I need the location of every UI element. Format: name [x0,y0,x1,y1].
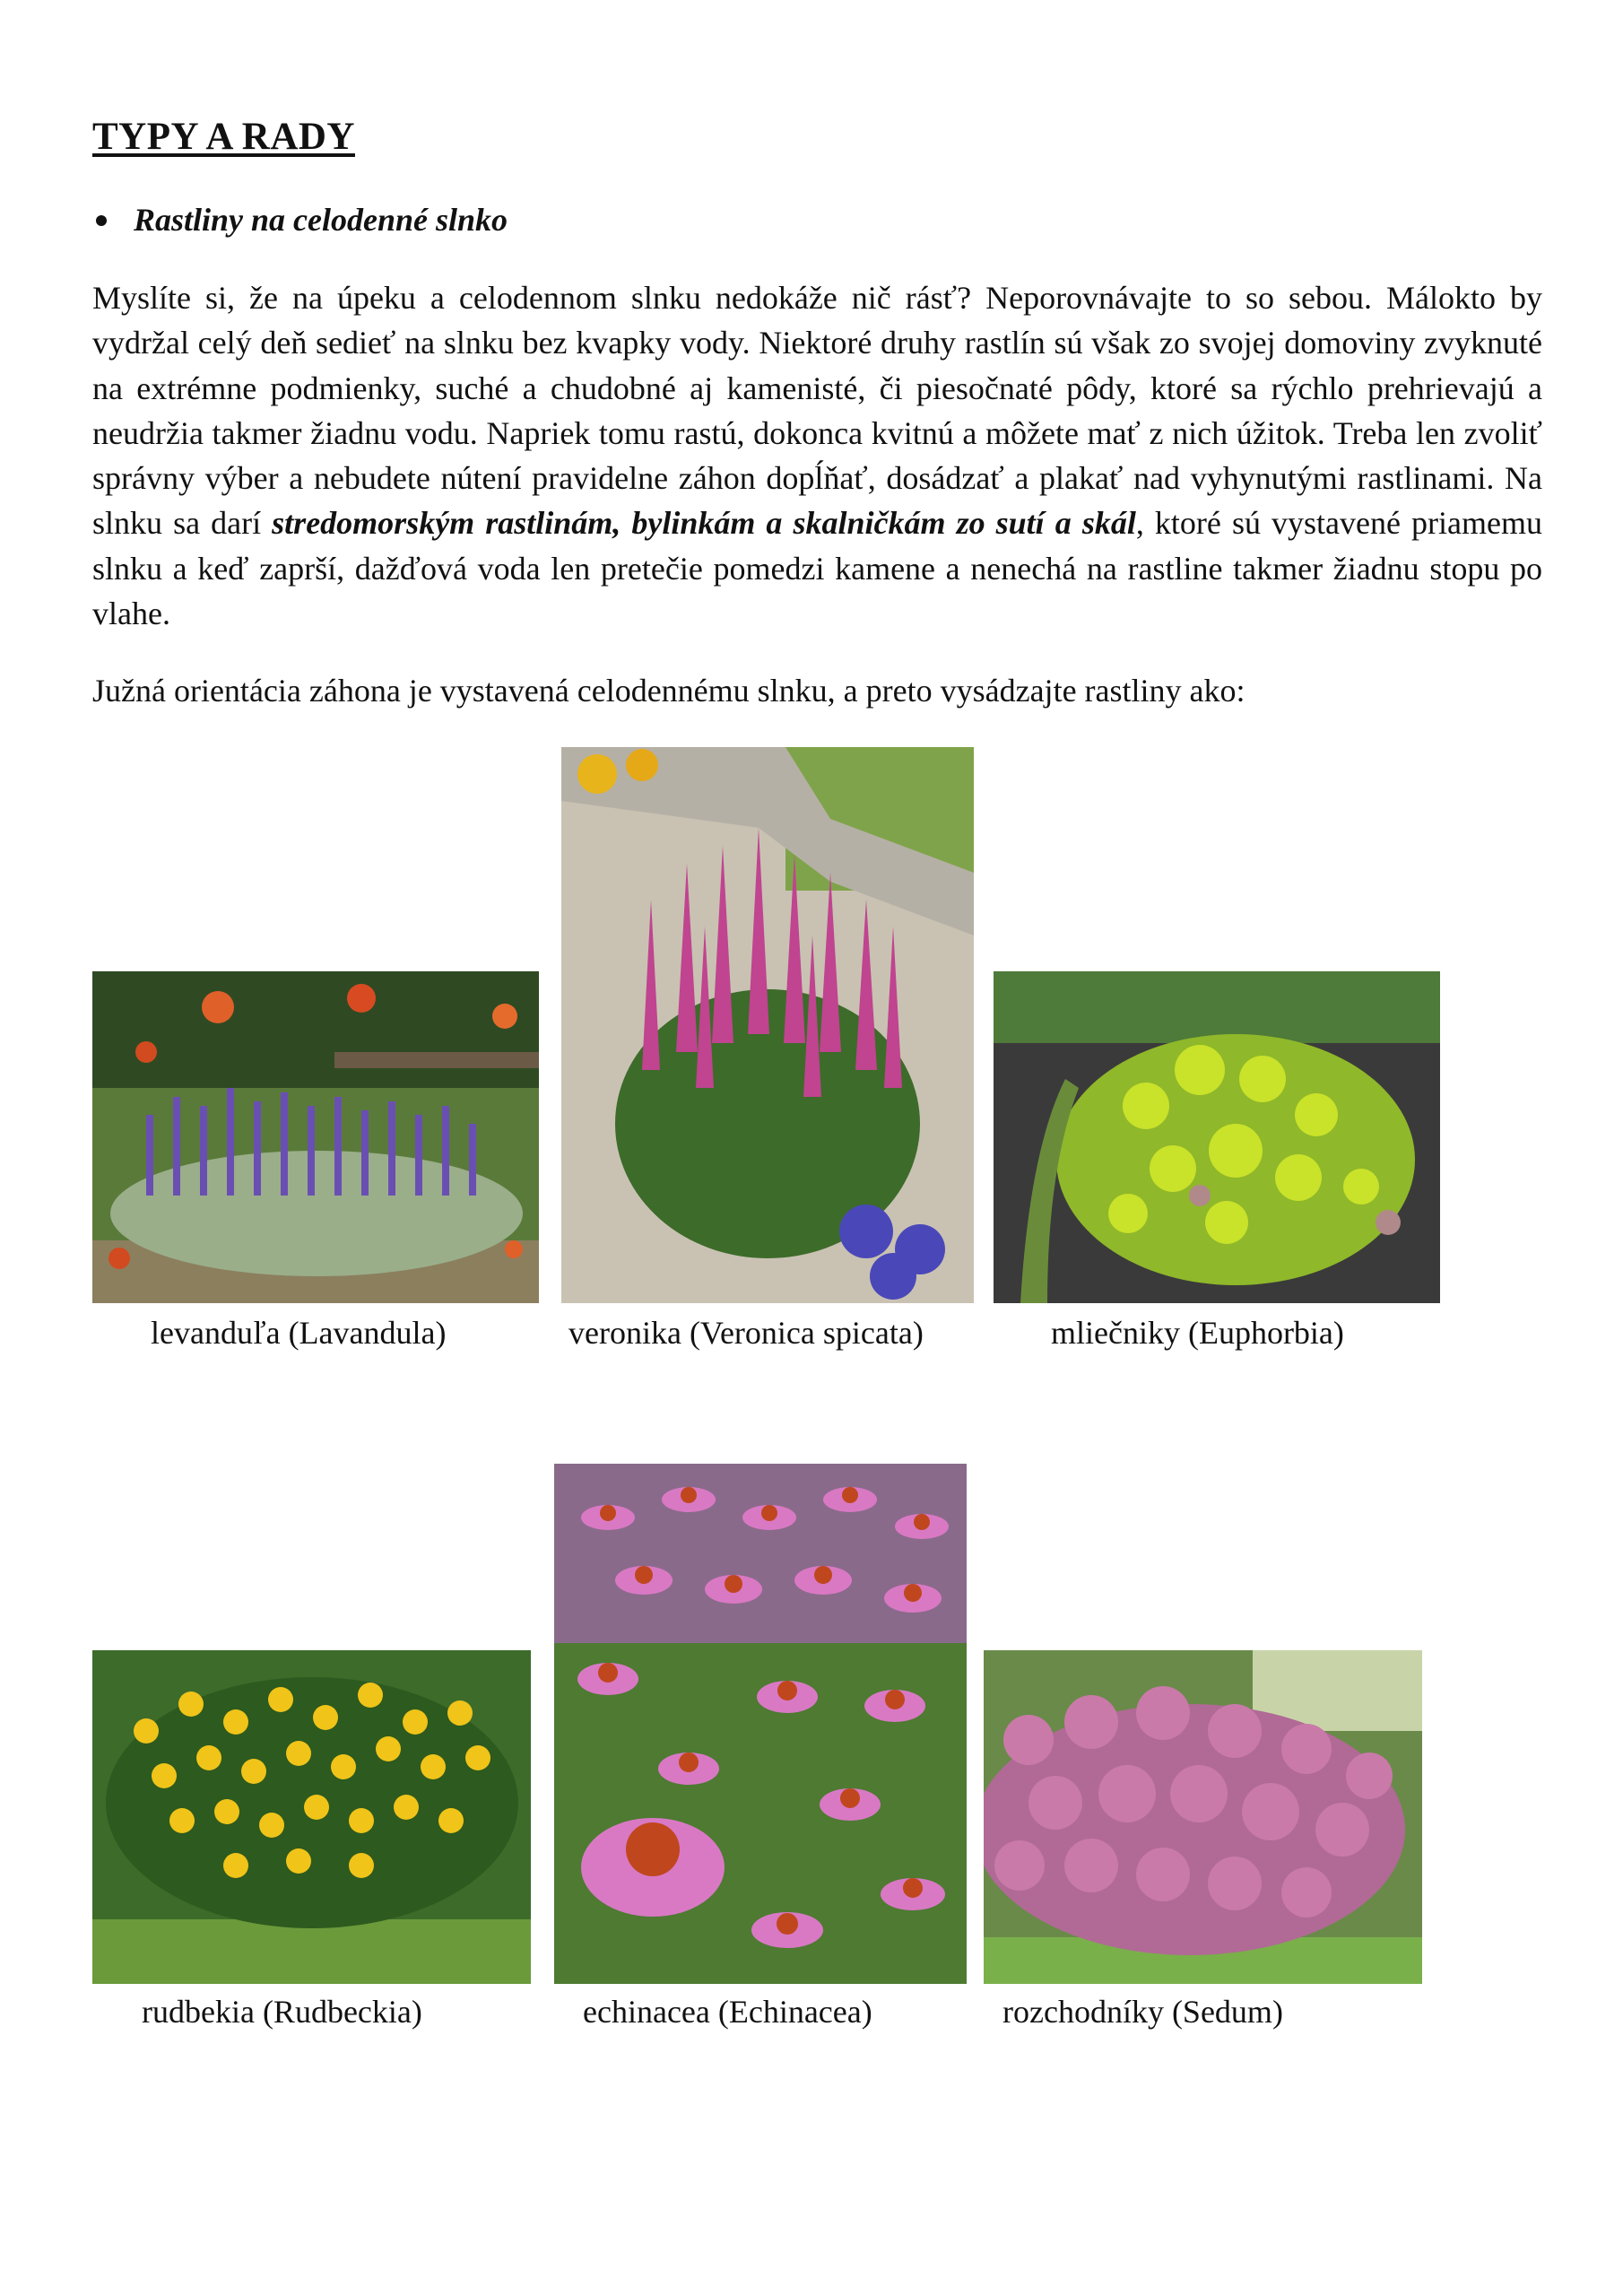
caption-euphorbia: mliečniky (Euphorbia) [1051,1315,1344,1351]
sedum-photo [984,1650,1422,1984]
caption-echinacea: echinacea (Echinacea) [583,1994,872,2030]
bullet-dot-icon [96,215,107,226]
caption-veronica: veronika (Veronica spicata) [568,1315,924,1351]
intro-paragraph [92,275,1542,636]
paragraph-emphasis: stredomorským rastlinám, bylinkám a skalničkám zo sutí a skál [272,505,1136,542]
euphorbia-photo [994,971,1440,1303]
echinacea-photo [554,1464,967,1984]
orientation-paragraph: Južná orientácia záhona je vystavená celodennému slnku, a preto vysádzajte rastliny ako: [92,673,1245,709]
caption-lavender: levanduľa (Lavandula) [151,1315,447,1351]
veronica-photo [561,747,974,1303]
caption-rudbeckia: rudbekia (Rudbeckia) [142,1994,422,2030]
caption-sedum: rozchodníky (Sedum) [1002,1994,1283,2030]
bullet-text: Rastliny na celodenné slnko [134,202,508,238]
paragraph-text-1: Myslíte si, že na úpeku a celodennom slnku nedokáže nič rásť? Neporovnávajte to so sebou. Málokto by vydržal celý deň sedieť na slnku bez kvapky vody. Niektoré druhy rastlín sú však zo svojej domoviny zvyknuté na extrémne podmienky, suché a chudobné aj kamenisté, či piesočnaté pôdy, ktoré sa rýchlo prehrievajú a neudržia takmer žiadnu vodu. Napriek tomu rastú, dokonca kvitnú a môžete mať z nich úžitok. Treba len zvoliť správny výber a nebudete nútení pravidelne záhon dopĺňať, dosádzať a plakať nad vyhynutými rastlinami. Na slnku sa darí [92,280,1542,542]
bullet-item [92,201,508,239]
rudbeckia-photo [92,1650,531,1984]
page-heading: TYPY A RADY [92,116,355,158]
lavender-photo [92,971,539,1303]
paragraph-text-2: , ktoré sú vystavené priamemu slnku a keď zaprší, dažďová voda len pretečie pomedzi kamene a nenechá na rastline takmer žiadnu stopu po vlahe. [92,505,1542,632]
